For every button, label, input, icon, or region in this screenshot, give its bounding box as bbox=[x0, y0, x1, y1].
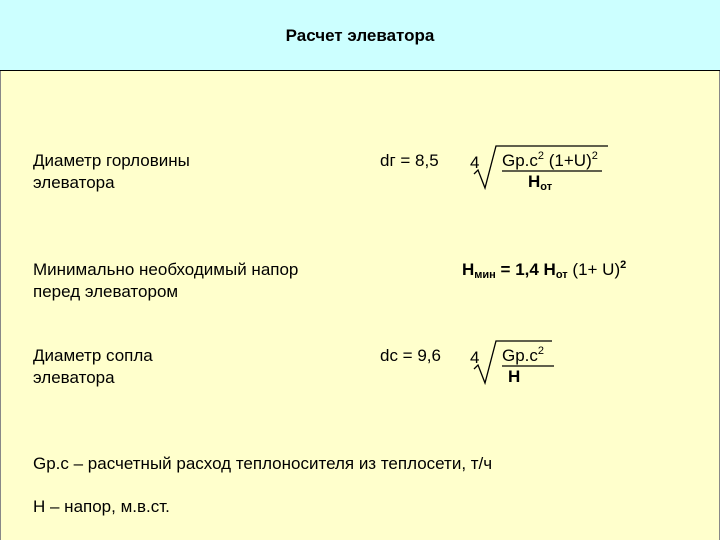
throat-diameter-label-line1: Диаметр горловины bbox=[33, 151, 190, 170]
note-flow-rate: Gр.с – расчетный расход теплоносителя из теплосети, т/ч bbox=[33, 454, 493, 473]
min-head-formula bbox=[462, 259, 626, 281]
nozzle-root-index: 4 bbox=[470, 348, 480, 367]
min-head-formula-exp: 2 bbox=[620, 259, 627, 271]
throat-denominator-sub: от bbox=[540, 181, 553, 193]
throat-root-index: 4 bbox=[470, 153, 480, 172]
throat-diameter-lhs: dг = 8,5 bbox=[380, 151, 439, 170]
throat-denominator bbox=[528, 171, 552, 193]
min-head-formula-sub2: от bbox=[555, 269, 568, 281]
title-bar bbox=[0, 0, 720, 71]
nozzle-numerator-exp: 2 bbox=[537, 345, 545, 357]
throat-numerator-exp2: 2 bbox=[591, 150, 598, 162]
min-head-formula-main: H bbox=[462, 260, 475, 279]
throat-numerator-tail: (1+U) bbox=[544, 151, 592, 170]
note-head: H – напор, м.в.ст. bbox=[33, 497, 170, 516]
throat-numerator-main: Gр.с bbox=[502, 151, 538, 170]
nozzle-diameter-label-line2: элеватора bbox=[33, 368, 115, 387]
nozzle-numerator-main: Gр.с bbox=[502, 346, 538, 365]
throat-numerator bbox=[502, 150, 598, 172]
min-head-formula-sub: мин bbox=[474, 269, 496, 281]
throat-numerator-exp: 2 bbox=[537, 150, 545, 162]
nozzle-denominator: H bbox=[508, 367, 521, 386]
page-title: Расчет элеватора bbox=[285, 26, 435, 45]
throat-diameter-label-line2: элеватора bbox=[33, 173, 115, 192]
nozzle-numerator bbox=[502, 345, 544, 367]
throat-denominator-main: H bbox=[528, 172, 541, 191]
nozzle-diameter-label-line1: Диаметр сопла bbox=[33, 346, 153, 365]
min-head-formula-tail: (1+ U) bbox=[567, 260, 621, 279]
min-head-formula-mid: = 1,4 H bbox=[495, 260, 556, 279]
min-head-label-line1: Минимально необходимый напор bbox=[33, 260, 299, 279]
min-head-label-line2: перед элеватором bbox=[33, 282, 179, 301]
nozzle-diameter-lhs: dс = 9,6 bbox=[380, 346, 441, 365]
